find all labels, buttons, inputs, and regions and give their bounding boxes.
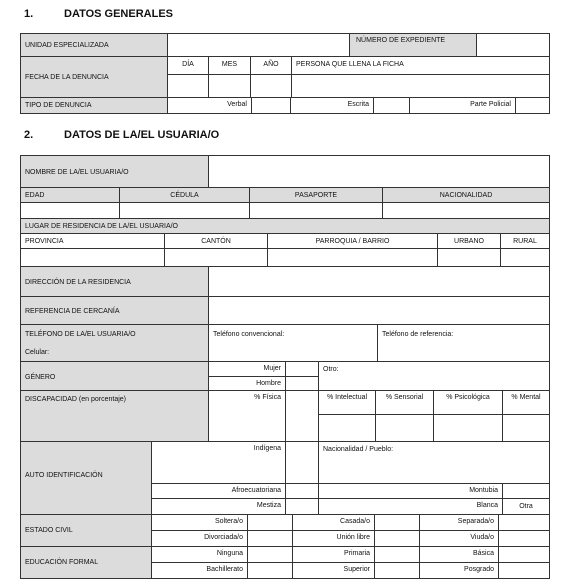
hombre-label: Hombre [208,376,286,391]
mental-label: % Mental [502,390,550,415]
fisica-label: % Física [208,390,286,442]
section-title: DATOS GENERALES [64,8,173,20]
genero-label: GÉNERO [20,361,209,391]
rural-input[interactable] [500,248,550,267]
basica-box[interactable] [498,546,550,563]
section-title: DATOS DE LA/EL USUARIA/O [64,129,220,141]
union-libre-label: Unión libre [292,530,375,547]
persona-label: PERSONA QUE LLENA LA FICHA [291,56,550,75]
posgrado-label: Posgrado [419,562,499,579]
urbano-header: URBANO [437,233,501,249]
educacion-formal-label: EDUCACIÓN FORMAL [20,546,152,579]
anio-input[interactable] [250,74,292,98]
celular-label: Celular: [25,349,50,356]
pasaporte-input[interactable] [249,202,383,219]
viudo-label: Viuda/o [419,530,499,547]
parte-policial-box[interactable] [515,97,550,114]
soltero-label: Soltera/o [151,514,248,531]
section-number: 1. [24,8,34,20]
referencia-input[interactable] [208,296,550,325]
rural-header: RURAL [500,233,550,249]
edad-input[interactable] [20,202,120,219]
afroecuatoriana-label: Afroecuatoriana [151,483,286,499]
posgrado-box[interactable] [498,562,550,579]
casado-label: Casada/o [292,514,375,531]
superior-box[interactable] [374,562,420,579]
divorciado-box[interactable] [247,530,293,547]
pasaporte-header: PASAPORTE [249,187,383,203]
dia-input[interactable] [167,74,209,98]
escrita-label: Escrita [290,97,374,114]
primaria-box[interactable] [374,546,420,563]
canton-input[interactable] [164,248,268,267]
nacionalidad-pueblo-field[interactable]: Nacionalidad / Pueblo: [318,441,550,484]
section-number: 2. [24,129,34,141]
otra-label[interactable]: Otra [502,498,550,515]
intelectual-box[interactable] [318,414,376,442]
fecha-label: FECHA DE LA DENUNCIA [20,56,168,98]
viudo-box[interactable] [498,530,550,547]
cedula-header: CÉDULA [119,187,250,203]
separado-label: Separada/o [419,514,499,531]
nacionalidad-header: NACIONALIDAD [382,187,550,203]
mes-header: MES [208,56,251,75]
separado-box[interactable] [498,514,550,531]
lugar-residencia-label: LUGAR DE RESIDENCIA DE LA/EL USUARIA/O [20,218,550,234]
psicologica-box[interactable] [433,414,503,442]
mental-box[interactable] [502,414,550,442]
sensorial-label: % Sensorial [375,390,434,415]
soltero-box[interactable] [247,514,293,531]
casado-box[interactable] [374,514,420,531]
parte-policial-label: Parte Policial [409,97,516,114]
union-libre-box[interactable] [374,530,420,547]
cedula-input[interactable] [119,202,250,219]
ninguna-box[interactable] [247,546,293,563]
urbano-input[interactable] [437,248,501,267]
referencia-label: REFERENCIA DE CERCANÍA [20,296,209,325]
indigena-box[interactable] [285,441,319,484]
fisica-box[interactable] [285,390,319,442]
indigena-label: Indígena [151,441,286,484]
bachillerato-box[interactable] [247,562,293,579]
hombre-box[interactable] [285,376,319,391]
discapacidad-label: DISCAPACIDAD (en porcentaje) [20,390,209,442]
otro-field[interactable]: Otro: [318,361,550,391]
escrita-box[interactable] [373,97,410,114]
persona-input[interactable] [291,74,550,98]
canton-header: CANTÓN [164,233,268,249]
estado-civil-label: ESTADO CIVIL [20,514,152,547]
basica-label: Básica [419,546,499,563]
direccion-input[interactable] [208,266,550,297]
parroquia-input[interactable] [267,248,438,267]
unidad-label: UNIDAD ESPECIALIZADA [20,33,168,57]
numero-expediente-label: NÚMERO DE EXPEDIENTE [349,33,477,57]
telefono-label: TELÉFONO DE LA/EL USUARIA/O [25,331,136,338]
afroecuatoriana-box[interactable] [285,483,319,499]
mujer-box[interactable] [285,361,319,377]
mestiza-label: Mestiza [151,498,286,515]
superior-label: Superior [292,562,375,579]
anio-header: AÑO [250,56,292,75]
mes-input[interactable] [208,74,251,98]
divorciado-label: Divorciada/o [151,530,248,547]
telefono-label-cell [20,324,209,362]
verbal-label: Verbal [167,97,252,114]
psicologica-label: % Psicológica [433,390,503,415]
bachillerato-label: Bachillerato [151,562,248,579]
direccion-label: DIRECCIÓN DE LA RESIDENCIA [20,266,209,297]
unidad-input[interactable] [167,33,350,57]
dia-header: DÍA [167,56,209,75]
auto-identificacion-label: AUTO IDENTIFICACIÓN [20,441,152,515]
intelectual-label: % Intelectual [318,390,376,415]
montubia-box[interactable] [502,483,550,499]
blanca-label: Blanca [318,498,503,515]
ninguna-label: Ninguna [151,546,248,563]
verbal-box[interactable] [251,97,291,114]
telefono-referencia-field[interactable]: Teléfono de referencia: [377,324,550,362]
nombre-label: NOMBRE DE LA/EL USUARIA/O [20,155,209,188]
primaria-label: Primaria [292,546,375,563]
edad-header: EDAD [20,187,120,203]
sensorial-box[interactable] [375,414,434,442]
parroquia-header: PARROQUIA / BARRIO [267,233,438,249]
nacionalidad-input[interactable] [382,202,550,219]
tipo-denuncia-label: TIPO DE DENUNCIA [20,97,168,114]
telefono-convencional-field[interactable]: Teléfono convencional: [208,324,378,362]
mestiza-box[interactable] [285,498,319,515]
provincia-header: PROVINCIA [20,233,165,249]
montubia-label: Montubia [318,483,503,499]
numero-expediente-input[interactable] [476,33,550,57]
mujer-label: Mujer [208,361,286,377]
nombre-input[interactable] [208,155,550,188]
provincia-input[interactable] [20,248,165,267]
